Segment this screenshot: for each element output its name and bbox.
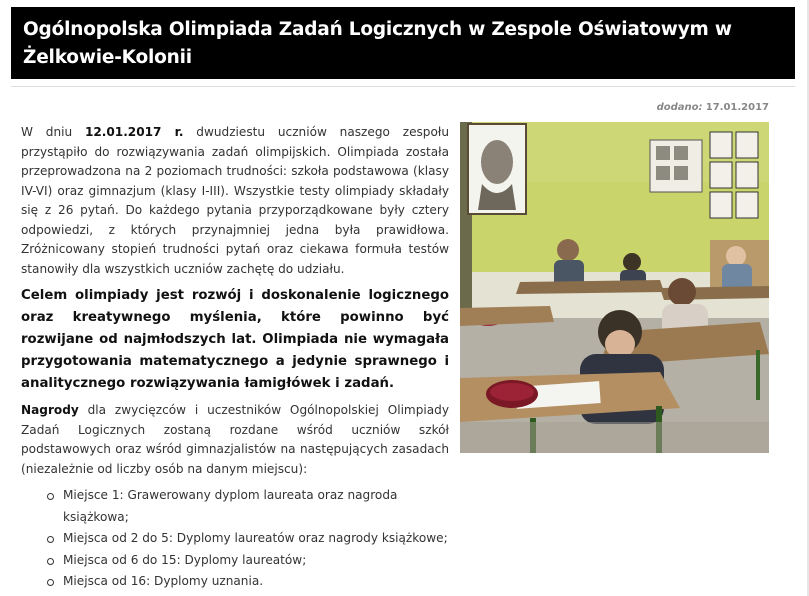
publish-date bbox=[657, 102, 769, 113]
publish-date-label: dodano: bbox=[656, 102, 703, 113]
prize-text: Miejsca od 2 do 5: Dyplomy laureatów oraz nagrody książkowe; bbox=[63, 531, 448, 545]
classroom-photo-image bbox=[460, 122, 769, 453]
prize-text: Miejsca od 16: Dyplomy uznania. bbox=[63, 574, 264, 588]
intro-date: 12.01.2017 r. bbox=[84, 125, 184, 139]
prize-text: Miejsca od 6 do 15: Dyplomy laureatów; bbox=[63, 552, 307, 567]
bullet-circle-icon bbox=[47, 493, 54, 500]
classroom-photo[interactable] bbox=[460, 122, 769, 453]
article-body bbox=[21, 123, 449, 593]
publish-date-value: 17.01.2017 bbox=[705, 102, 769, 113]
article-title: Ogólnopolska Olimpiada Zadań Logicznych w Zespole Oświatowym w Żelkowie-Kolonii bbox=[23, 19, 732, 68]
list-item bbox=[45, 571, 449, 593]
article-header bbox=[11, 7, 795, 79]
prizes-list bbox=[21, 485, 449, 593]
list-item bbox=[45, 528, 449, 550]
intro-lead: W dniu bbox=[21, 125, 85, 139]
prize-text: Miejsce 1: Grawerowany dyplom laureata oraz nagroda książkowa; bbox=[63, 488, 398, 524]
header-divider bbox=[11, 86, 795, 87]
list-item bbox=[45, 550, 449, 572]
goal-paragraph: Celem olimpiady jest rozwój i doskonalenie logicznego oraz kreatywnego myślenia, które powinno być rozwijane od najmłodszych lat. Olimpiada nie wymagała przygotowania matematycznego a jedynie sprawnego i analitycznego rozwiązywania łamigłówek i zadań. bbox=[21, 288, 449, 391]
intro-paragraph bbox=[21, 123, 449, 279]
awards-paragraph bbox=[21, 401, 449, 479]
bullet-circle-icon bbox=[47, 558, 54, 565]
bullet-circle-icon bbox=[47, 579, 54, 586]
list-item bbox=[45, 485, 449, 528]
awards-text: dla zwycięzców i uczestników Ogólnopolskiej Olimpiady Zadań Logicznych zostaną rozdane wśród uczniów szkół podstawowych oraz wśród gimnazjalistów na następujących zasadach (niezależnie od liczby osób na danym miejscu): bbox=[21, 403, 449, 476]
awards-heading: Nagrody bbox=[21, 403, 79, 417]
intro-text: dwudziestu uczniów naszego zespołu przystąpiło do rozwiązywania zadań olimpijskich. Olimpiada została przeprowadzona na 2 poziomach trudności: szkoła podstawowa (klasy IV-VI) oraz gimnazjum (klasy I-III). Wszystkie testy olimpiady składały się z 26 pytań. Do każdego pytania przyporządkowane były cztery odpowiedzi, z których przynajmniej jedna była prawidłowa. Zróżnicowany stopień trudności pytań oraz ciekawa formuła testów stanowiły dla wszystkich uczniów zachętę do udziału. bbox=[21, 125, 449, 276]
bullet-circle-icon bbox=[47, 536, 54, 543]
